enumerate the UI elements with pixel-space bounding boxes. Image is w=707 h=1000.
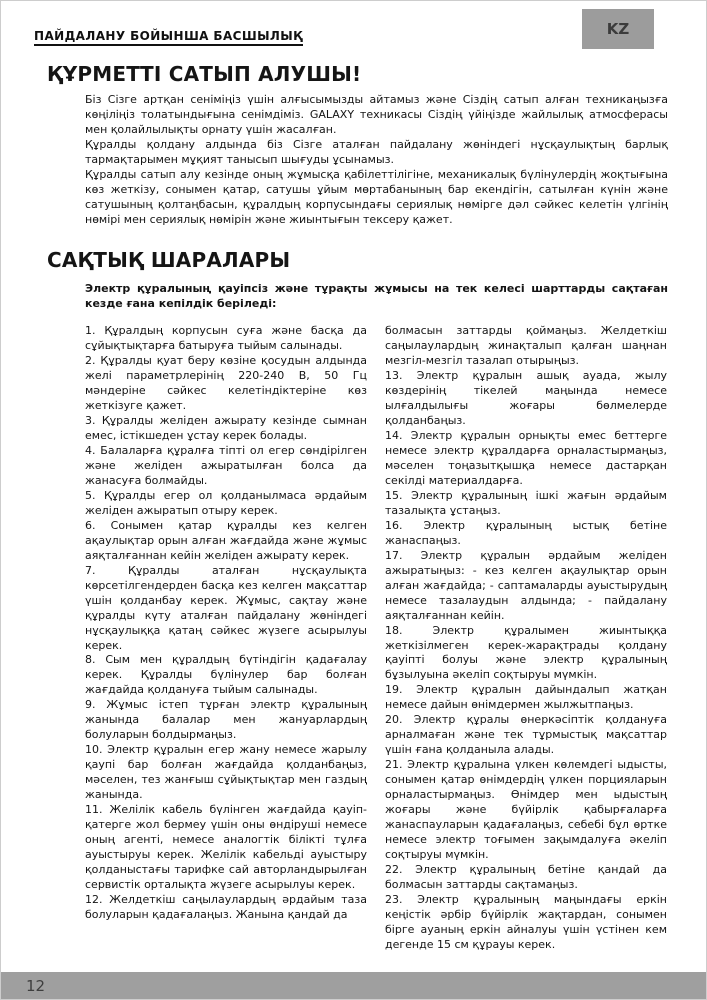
safety-item: 15. Электр құралының ішкі жағын әрдайым тазалықта ұстаңыз.	[385, 488, 667, 517]
language-badge: KZ	[582, 9, 654, 49]
safety-item: 14. Электр құралын орнықты емес беттерге немесе электр құралдарға орналастырмаңыз, мәселен тоңазытқышқа немесе дастарқан секілді материалдарға.	[385, 429, 667, 488]
safety-item: 1. Құралдың корпусын суға және басқа да сұйықтықтарға батыруға тыйым салынады.	[85, 324, 367, 353]
safety-item: 18. Электр құралымен жиынтыққа жеткізілмеген керек-жарақтрады қолдану қауіпті болуы және электр құралының бұзылуына әкеліп соқтыруы мүмкін.	[385, 623, 667, 682]
safety-column-left	[85, 324, 367, 952]
safety-item: 4. Балаларға құралға тіпті ол егер сөндірілген және желіден ажыратылған болса да жанасуға болмайды.	[85, 444, 367, 488]
safety-item: 7. Құралды аталған нұсқаулықта көрсетілгендерден басқа кез келген мақсаттар үшін қолданбау керек. Жұмыс, сақтау және құралды күту аталған пайдалану жөніндегі нұсқаулыққа қатаң сәйкес жүзеге асырылуы керек.	[85, 563, 367, 652]
safety-columns	[85, 324, 667, 952]
greeting-paragraphs	[85, 93, 668, 228]
safety-column-right	[385, 324, 667, 952]
safety-item: болмасын заттарды қоймаңыз. Желдеткіш саңылаулардың жинақталып қалған шаңнан мезгіл-мезгіл тазалап отырыңыз.	[385, 324, 667, 368]
safety-item: 10. Электр құралын егер жану немесе жарылу қаупі бар болған жағдайда қолданбаңыз, мәселен, тез жанғыш сұйықтықтар мен газдың жанында.	[85, 743, 367, 802]
safety-item: 17. Электр құралын әрдайым желіден ажыратыңыз: - кез келген ақаулықтар орын алған жағдайда; - саптамаларды ауыстырудың немесе тазалаудын алдында; - пайдалану аяқталғаннан кейін.	[385, 548, 667, 622]
safety-item: 11. Желілік кабель бүлінген жағдайда қауіп-қатерге жол бермеу үшін оны өндіруші немесе оның агенті, немесе аналогтік білікті тұлға ауыстыруы керек. Желілік кабельді ауыстыру қолданыстағы тарифке сай авторландырылған сервистік орталықта жүзеге асырылуы керек.	[85, 802, 367, 891]
safety-item: 12. Желдеткіш саңылаулардың әрдайым таза болуларын қадағалаңыз. Жанына қандай да	[85, 892, 367, 921]
footer-bar	[1, 972, 706, 999]
safety-intro: Электр құралының қауіпсіз және тұрақты жұмысы на тек келесі шарттарды сақтаған кезде ғана кепілдік беріледі:	[85, 281, 668, 310]
safety-item: 9. Жұмыс істеп тұрған электр құралының жанында балалар мен жануарлардың болуларын болдырмаңыз.	[85, 698, 367, 742]
safety-item: 8. Сым мен құралдың бүтіндігін қадағалау керек. Құралды бүлінулер бар болған жағдайда қолдануға тыйым салынады.	[85, 653, 367, 697]
document-header-title: ПАЙДАЛАНУ БОЙЫНША БАСШЫЛЫҚ	[34, 29, 303, 46]
safety-item: 21. Электр құралына үлкен көлемдегі ыдысты, сонымен қатар өнімдердің үлкен порцияларын орналастырмаңыз. Өнімдер мен ыдыстың жоғары және бүйірлік қабырғаларға жанаспауларын қадағалаңыз, себебі бұл өртке немесе электр тоғымен зақымдалуға әкеліп соқтыруы мүмкін.	[385, 758, 667, 861]
safety-item: 22. Электр құралының бетіне қандай да болмасын заттарды сақтамаңыз.	[385, 862, 667, 891]
safety-item: 19. Электр құралын дайындалып жатқан немесе дайын өнімдермен жылжытпаңыз.	[385, 683, 667, 712]
greeting-title: ҚҰРМЕТТІ САТЫП АЛУШЫ!	[47, 62, 362, 86]
safety-item: 20. Электр құралы өнеркәсіптік қолдануға арналмаған және тек тұрмыстық мақсаттар үшін ғана қолданыла алады.	[385, 713, 667, 757]
safety-item: 23. Электр құралының маңындағы еркін кеңістік әрбір бүйірлік жақтардан, сонымен бірге ауаның еркін айналуы үшін үстінен кем дегенде 15 см құрауы керек.	[385, 892, 667, 951]
safety-item: 2. Құралды қуат беру көзіне қосудын алдында желі параметрлерінің 220-240 В, 50 Гц мәндеріне сәйкес келетіндіктеріне көз жеткізуге қажет.	[85, 354, 367, 413]
safety-item: 13. Электр құралын ашық ауада, жылу көздерінің тікелей маңында немесе ылғалдылығы жоғары бөлмелерде қолданбаңыз.	[385, 369, 667, 428]
safety-item: 3. Құралды желіден ажырату кезінде сымнан емес, істікшеден ұстау керек болады.	[85, 414, 367, 443]
greeting-paragraph: Құралды қолдану алдында біз Сізге аталған пайдалану жөніндегі нұсқаулықтың барлық тармақтарымен мұқият танысып шығуды ұсынамыз.	[85, 137, 668, 166]
greeting-paragraph: Құралды сатып алу кезінде оның жұмысқа қабілеттілігіне, механикалық бүлінулердің жоқтығына көз жеткізу, сонымен қатар, сатушы ұйым мөртабанының бар екендігін, сатылған күнін және сатушының қолтаңбасын, құралдың корпусындағы сериялық нөмірге дәл сәйкес келетін үлгінің нөмірі мен сериялық нөмірін және жиынтығын тексеру қажет.	[85, 167, 668, 226]
page-number: 12	[26, 976, 46, 995]
safety-item: 6. Сонымен қатар құралды кез келген ақаулықтар орын алған жағдайда және жұмыс аяқталғаннан кейін желіден ажырату керек.	[85, 518, 367, 562]
safety-item: 5. Құралды егер ол қолданылмаса әрдайым желіден ажыратып отыру керек.	[85, 488, 367, 517]
safety-title: САҚТЫҚ ШАРАЛАРЫ	[47, 247, 291, 272]
greeting-paragraph: Біз Сізге артқан сеніміңіз үшін алғысымызды айтамыз және Сіздің сатып алған техникаңызға көңіліңіз толатындығына сенімдіміз. GALAXY техникасы Сіздің үйіңізде жайлылық атмосферасы мен қолайлылықты орнату үшін жасалған.	[85, 93, 668, 136]
safety-item: 16. Электр құралының ыстық бетіне жанаспаңыз.	[385, 518, 667, 547]
